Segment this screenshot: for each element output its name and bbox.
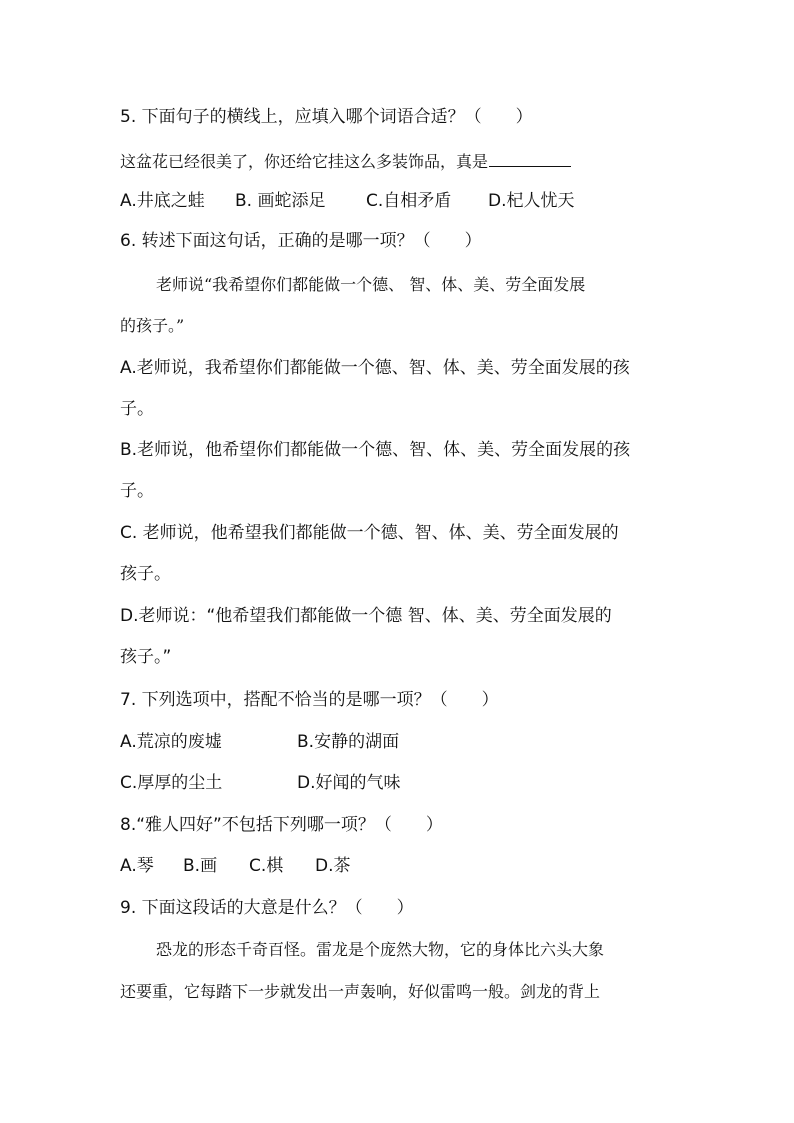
q9-paragraph-line2: 还要重，它每踏下一步就发出一声轰响，好似雷鸣一般。剑龙的背上 (120, 982, 601, 1001)
q5-option-a: A.井底之蛙 (120, 191, 205, 211)
q8-option-d: D.茶 (315, 856, 351, 876)
q6-option-a-line1: A.老师说，我希望你们都能做一个德、智、体、美、劳全面发展的孩 (120, 358, 630, 378)
q9-paragraph-line1: 恐龙的形态千奇百怪。雷龙是个庞然大物，它的身体比六头大象 (156, 940, 605, 959)
q8-options (120, 854, 351, 878)
q5-option-d: D.杞人忧天 (488, 191, 575, 211)
q5-option-c: C.自相矛盾 (366, 191, 452, 211)
q5-option-b: B. 画蛇添足 (235, 191, 326, 211)
q6-option-d-line2: 孩子。” (120, 647, 172, 667)
q5-sentence (120, 150, 571, 174)
q6-stem: 6. 转述下面这句话，正确的是哪一项？（ ） (120, 231, 482, 251)
q7-options-row2 (120, 771, 401, 795)
q7-option-b: B.安静的湖面 (297, 732, 400, 752)
q6-quote-line2: 的孩子。” (120, 316, 185, 335)
q6-option-b-line1: B.老师说，他希望你们都能做一个德、智、体、美、劳全面发展的孩 (120, 440, 631, 460)
q8-option-b: B.画 (183, 856, 218, 876)
q8-option-c: C.棋 (249, 856, 284, 876)
q7-options-row1 (120, 730, 399, 754)
q7-option-d: D.好闻的气味 (297, 773, 401, 793)
q5-sentence-text: 这盆花已经很美了，你还给它挂这么多装饰品，真是 (120, 152, 489, 171)
q5-answer-blank (489, 150, 571, 167)
q8-stem: 8.“雅人四好”不包括下列哪一项？（ ） (120, 815, 443, 835)
q6-option-c-line2: 孩子。 (120, 564, 171, 584)
q6-option-c-line1: C. 老师说，他希望我们都能做一个德、智、体、美、劳全面发展的 (120, 523, 619, 543)
q6-option-d-line1: D.老师说：“他希望我们都能做一个德 智、体、美、劳全面发展的 (120, 606, 612, 626)
q7-option-c: C.厚厚的尘土 (120, 773, 223, 793)
q6-option-b-line2: 子。 (120, 481, 154, 501)
q8-option-a: A.琴 (120, 856, 154, 876)
q9-stem: 9. 下面这段话的大意是什么？（ ） (120, 898, 414, 918)
q7-stem: 7. 下列选项中，搭配不恰当的是哪一项？（ ） (120, 690, 499, 710)
q6-option-a-line2: 子。 (120, 399, 154, 419)
q6-quote-line1: 老师说“我希望你们都能做一个德、 智、体、美、劳全面发展 (156, 275, 586, 294)
q5-options (120, 189, 575, 213)
q7-option-a: A.荒凉的废墟 (120, 732, 222, 752)
q5-stem: 5. 下面句子的横线上，应填入哪个词语合适？（ ） (120, 107, 533, 127)
